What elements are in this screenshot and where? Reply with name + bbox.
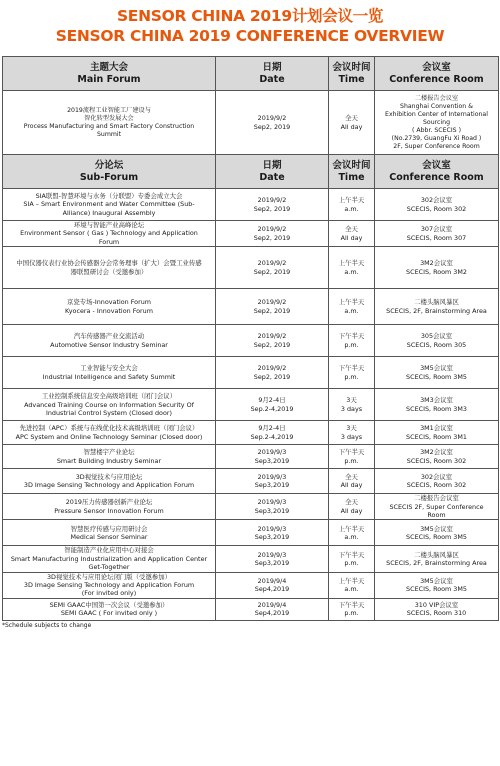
time-cell xyxy=(329,421,375,445)
time-cell-line: All day xyxy=(340,506,363,515)
forum-cell-line: APC System and Online Technology Seminar (Closed door) xyxy=(15,432,203,441)
time-cell-line: 全天 xyxy=(345,472,358,481)
room-cell-line: ( Abbr. SCECIS ) xyxy=(412,126,461,134)
header-cell xyxy=(375,57,499,91)
forum-cell-line: SIA联盟-智慧环境与水务（分联盟）专委会成立大会 xyxy=(35,191,183,200)
room-cell-line: 2F, Super Conference Room xyxy=(393,142,480,150)
time-cell xyxy=(329,389,375,421)
date-cell xyxy=(216,325,329,357)
room-cell-line: Exhibition Center of International xyxy=(385,110,488,118)
forum-cell-line: 汽车传感器产业交流活动 xyxy=(73,332,145,341)
date-cell-line: 2019/9/2 xyxy=(257,196,287,205)
time-cell-line: All day xyxy=(340,233,363,242)
date-cell-line: 2019/9/2 xyxy=(257,259,287,268)
date-cell xyxy=(216,289,329,325)
room-cell-line: 3M1会议室 xyxy=(420,424,453,433)
time-cell xyxy=(329,445,375,469)
table-row xyxy=(3,247,499,289)
header-label: 分论坛 xyxy=(94,159,124,171)
room-cell-line: 302会议室 xyxy=(420,196,453,205)
room-cell-line: 3M3会议室 xyxy=(420,396,453,405)
header-label: 日期 xyxy=(262,61,282,73)
forum-cell xyxy=(3,189,216,221)
date-cell-line: Sep3,2019 xyxy=(254,481,290,490)
forum-cell-line: 器联盟研讨会（受邀参加） xyxy=(70,267,148,276)
date-cell-line: Sep2, 2019 xyxy=(253,204,291,213)
room-cell-line: Sourcing xyxy=(422,118,450,126)
forum-cell-line: 3D视觉技术与应用论坛闭门版（受邀参加） xyxy=(46,572,172,581)
header-label: Conference Room xyxy=(389,73,484,85)
header-cell xyxy=(3,57,216,91)
forum-cell-line: Alliance) Inaugural Assembly xyxy=(62,208,156,217)
room-cell xyxy=(375,572,499,598)
room-cell xyxy=(375,325,499,357)
forum-cell-line: 3D Image Sensing Technology and Application Forum xyxy=(23,481,195,490)
date-cell-line: Sep2, 2019 xyxy=(253,340,291,349)
forum-cell-line: 智慧医疗传感与应用研讨会 xyxy=(70,524,148,533)
date-cell-line: Sep.2-4,2019 xyxy=(250,404,294,413)
table-row xyxy=(3,289,499,325)
forum-cell-line: Automotive Sensor Industry Seminar xyxy=(50,340,168,349)
time-cell-line: 下午半天 xyxy=(338,332,365,341)
header-label: 会议室 xyxy=(422,61,451,73)
date-cell xyxy=(216,421,329,445)
forum-cell-line: SEMI GAAC中国第一次会议（受邀参加） xyxy=(49,600,169,609)
table-row xyxy=(3,546,499,572)
date-cell xyxy=(216,494,329,520)
room-cell-line: 307会议室 xyxy=(420,225,453,234)
time-cell-line: 3 days xyxy=(340,404,363,413)
room-cell-line: 二楼头脑风暴区 xyxy=(414,550,459,559)
room-cell-line: 305会议室 xyxy=(420,332,453,341)
room-cell xyxy=(375,221,499,247)
header-label: Sub-Forum xyxy=(79,171,139,183)
time-cell-line: p.m. xyxy=(344,340,359,349)
conference-table xyxy=(2,56,499,621)
forum-cell-line: Smart Manufacturing Industrialization and Application Center xyxy=(10,554,208,563)
room-cell-line: SCECIS, Room 310 xyxy=(406,609,467,618)
date-cell-line: 2019/9/2 xyxy=(257,225,287,234)
forum-cell-line: 环境与智能产业高峰论坛 xyxy=(73,221,145,229)
forum-cell-line: Forum xyxy=(98,237,120,246)
time-cell-line: 3 days xyxy=(340,432,363,441)
header-cell xyxy=(216,57,329,91)
table-row xyxy=(3,520,499,546)
header-label: 会议时间 xyxy=(332,159,371,171)
room-cell-line: 3M2会议室 xyxy=(420,448,453,457)
date-cell xyxy=(216,598,329,620)
time-cell-line: a.m. xyxy=(344,585,359,594)
forum-cell-line: 工业智能与安全大会 xyxy=(80,364,138,373)
forum-cell-line: Summit xyxy=(96,130,122,138)
forum-cell xyxy=(3,520,216,546)
date-cell-line: Sep3,2019 xyxy=(254,506,290,515)
forum-cell-line: Environment Sensor ( Gas ) Technology and Application xyxy=(20,229,198,238)
room-cell-line: 302会议室 xyxy=(420,472,453,481)
room-cell-line: (No.2739, GuangFu Xi Road ) xyxy=(391,134,482,142)
room-cell-line: 3M5会议室 xyxy=(420,524,453,533)
forum-cell xyxy=(3,389,216,421)
page-header xyxy=(0,0,500,56)
forum-cell-line: 智慧楼宇产业论坛 xyxy=(83,448,135,457)
forum-cell-line: Pressure Sensor Innovation Forum xyxy=(54,506,164,515)
date-cell-line: 2019/9/2 xyxy=(257,332,287,341)
room-cell xyxy=(375,289,499,325)
table-row xyxy=(3,445,499,469)
time-cell xyxy=(329,572,375,598)
page-title-cn: SENSOR CHINA 2019计划会议一览 xyxy=(116,7,384,25)
time-cell-line: a.m. xyxy=(344,267,359,276)
table-row xyxy=(3,421,499,445)
time-cell-line: p.m. xyxy=(344,559,359,568)
date-cell-line: 9月2-4日 xyxy=(258,396,286,405)
room-cell-line: SCECIS, Room 3M5 xyxy=(406,372,467,381)
forum-cell xyxy=(3,598,216,620)
room-cell-line: SCECIS, 2F, Brainstorming Area xyxy=(386,559,487,568)
time-cell xyxy=(329,221,375,247)
page-title-en: SENSOR CHINA 2019 CONFERENCE OVERVIEW xyxy=(55,27,445,45)
date-cell xyxy=(216,189,329,221)
forum-cell xyxy=(3,572,216,598)
date-cell xyxy=(216,445,329,469)
time-cell-line: 全天 xyxy=(345,225,358,234)
forum-cell xyxy=(3,325,216,357)
forum-cell xyxy=(3,494,216,520)
time-cell-line: 下午半天 xyxy=(338,364,365,373)
header-label: 会议室 xyxy=(422,159,451,171)
time-cell xyxy=(329,247,375,289)
time-cell xyxy=(329,189,375,221)
time-cell xyxy=(329,357,375,389)
date-cell xyxy=(216,520,329,546)
forum-cell-line: Get-Together xyxy=(88,563,130,572)
header-label: Main Forum xyxy=(77,73,141,85)
forum-cell xyxy=(3,469,216,494)
time-cell-line: 上午半天 xyxy=(338,576,365,585)
forum-cell xyxy=(3,91,216,155)
time-cell xyxy=(329,469,375,494)
room-cell xyxy=(375,598,499,620)
time-cell-line: All day xyxy=(340,122,363,131)
time-cell-line: a.m. xyxy=(344,204,359,213)
date-cell-line: Sep3,2019 xyxy=(254,532,290,541)
forum-cell-line: SIA – Smart Environment and Water Committee (Sub- xyxy=(23,200,195,209)
forum-cell-line: 智化转型发展大会 xyxy=(84,114,134,122)
forum-cell-line: 工业控制系统信息安全高级培训班（闭门会议） xyxy=(41,392,177,401)
table-row xyxy=(3,389,499,421)
time-cell-line: 上午半天 xyxy=(338,298,365,307)
table-row xyxy=(3,494,499,520)
time-cell-line: a.m. xyxy=(344,306,359,315)
forum-cell xyxy=(3,289,216,325)
forum-cell-line: Kyocera - Innovation Forum xyxy=(65,306,153,315)
forum-cell-line: Process Manufacturing and Smart Factory Construction xyxy=(23,122,195,130)
date-cell xyxy=(216,357,329,389)
time-cell-line: 下午半天 xyxy=(338,600,365,609)
header-label: Time xyxy=(338,73,365,85)
forum-cell-line: (For invited only) xyxy=(81,589,137,598)
time-cell-line: 上午半天 xyxy=(338,196,365,205)
time-cell-line: All day xyxy=(340,481,363,490)
table-row xyxy=(3,598,499,620)
time-cell xyxy=(329,546,375,572)
forum-cell-line: Industrial Control System (Closed door) xyxy=(46,408,172,417)
room-cell xyxy=(375,445,499,469)
room-cell-line: 3M5会议室 xyxy=(420,576,453,585)
time-cell-line: 下午半天 xyxy=(338,448,365,457)
forum-cell-line: SEMI GAAC ( For invited only ) xyxy=(60,609,158,618)
date-cell xyxy=(216,469,329,494)
date-cell-line: 2019/9/3 xyxy=(257,498,287,507)
date-cell xyxy=(216,91,329,155)
time-cell-line: 下午半天 xyxy=(338,550,365,559)
room-cell-line: 二楼报告会议室 xyxy=(414,94,459,102)
forum-cell-line: 智能制造产业化应用中心对接会 xyxy=(64,546,154,555)
forum-cell-line: Industrial Intelligence and Safety Summit xyxy=(42,372,176,381)
header-label: Conference Room xyxy=(389,171,484,183)
date-cell-line: 9月2-4日 xyxy=(258,424,286,433)
date-cell xyxy=(216,546,329,572)
time-cell xyxy=(329,494,375,520)
forum-cell-line: 中国仪器仪表行业协会传感器分会常务理事（扩大）会暨工业传感 xyxy=(16,259,202,268)
forum-cell xyxy=(3,221,216,247)
room-cell-line: SCECIS, Room 302 xyxy=(406,204,467,213)
room-cell-line: SCECIS, Room 302 xyxy=(406,481,467,490)
room-cell xyxy=(375,189,499,221)
time-cell-line: a.m. xyxy=(344,532,359,541)
forum-cell-line: 2019压力传感器创新产业论坛 xyxy=(65,498,153,507)
header-label: 会议时间 xyxy=(332,61,371,73)
header-cell xyxy=(3,155,216,189)
date-cell-line: Sep2, 2019 xyxy=(253,233,291,242)
date-cell-line: 2019/9/2 xyxy=(257,114,287,123)
header-label: Date xyxy=(259,73,285,85)
date-cell-line: 2019/9/3 xyxy=(257,448,287,457)
room-cell xyxy=(375,421,499,445)
forum-cell-line: 京瓷专场-Innovation Forum xyxy=(67,298,151,307)
forum-cell xyxy=(3,247,216,289)
table-row xyxy=(3,221,499,247)
table-row xyxy=(3,189,499,221)
table-row xyxy=(3,469,499,494)
forum-cell-line: 3D Image Sensing Technology and Application Forum xyxy=(23,581,195,590)
table-row xyxy=(3,572,499,598)
time-cell-line: 全天 xyxy=(345,114,358,123)
table-row xyxy=(3,325,499,357)
time-cell-line: 全天 xyxy=(345,498,358,507)
room-cell xyxy=(375,546,499,572)
room-cell-line: SCECIS, Room 3M5 xyxy=(406,532,467,541)
date-cell-line: 2019/9/2 xyxy=(257,298,287,307)
room-cell-line: SCECIS, 2F, Brainstorming Area xyxy=(386,306,487,315)
room-cell xyxy=(375,357,499,389)
room-cell-line: SCECIS, Room 3M2 xyxy=(406,267,467,276)
room-cell-line: Shanghai Convention & xyxy=(400,102,473,110)
forum-cell xyxy=(3,546,216,572)
date-cell-line: Sep3,2019 xyxy=(254,456,290,465)
time-cell xyxy=(329,289,375,325)
header-cell xyxy=(329,155,375,189)
date-cell-line: Sep2, 2019 xyxy=(253,306,291,315)
date-cell-line: Sep3,2019 xyxy=(254,559,290,568)
date-cell xyxy=(216,572,329,598)
header-cell xyxy=(375,155,499,189)
date-cell-line: 2019/9/4 xyxy=(257,576,287,585)
table-row xyxy=(3,91,499,155)
room-cell xyxy=(375,494,499,520)
footnote: *Schedule subjects to change xyxy=(2,621,92,629)
room-cell-line: SCECIS, Room 305 xyxy=(406,340,467,349)
date-cell-line: Sep.2-4,2019 xyxy=(250,432,294,441)
room-cell-line: 3M2会议室 xyxy=(420,259,453,268)
forum-cell xyxy=(3,445,216,469)
forum-cell-line: 先进控制（APC）系统与在线优化技术高级培训班（闭门会议） xyxy=(19,424,199,433)
room-cell-line: SCECIS, Room 3M1 xyxy=(406,432,467,441)
room-cell-line: 310 VIP会议室 xyxy=(414,600,459,609)
date-cell-line: Sep4,2019 xyxy=(254,585,290,594)
room-cell xyxy=(375,469,499,494)
room-cell xyxy=(375,520,499,546)
room-cell-line: 二楼报告会议室 xyxy=(414,494,459,503)
forum-cell xyxy=(3,421,216,445)
date-cell-line: 2019/9/4 xyxy=(257,600,287,609)
header-label: Time xyxy=(338,171,365,183)
table-row xyxy=(3,357,499,389)
header-cell xyxy=(329,57,375,91)
room-cell-line: Room xyxy=(427,511,446,520)
main-forum-header xyxy=(3,57,499,91)
forum-cell-line: Advanced Training Course on Information Security Of xyxy=(24,400,194,409)
room-cell-line: SCECIS, Room 302 xyxy=(406,456,467,465)
room-cell-line: SCECIS, Room 3M5 xyxy=(406,585,467,594)
room-cell xyxy=(375,247,499,289)
date-cell xyxy=(216,389,329,421)
time-cell-line: 3天 xyxy=(346,396,357,405)
date-cell xyxy=(216,247,329,289)
date-cell-line: Sep2, 2019 xyxy=(253,122,291,131)
time-cell xyxy=(329,325,375,357)
date-cell-line: Sep2, 2019 xyxy=(253,372,291,381)
sub-forum-header xyxy=(3,155,499,189)
room-cell-line: 3M5会议室 xyxy=(420,364,453,373)
room-cell-line: SCECIS 2F, Super Conference xyxy=(389,502,484,511)
date-cell-line: Sep4,2019 xyxy=(254,609,290,618)
header-cell xyxy=(216,155,329,189)
date-cell-line: Sep2, 2019 xyxy=(253,267,291,276)
room-cell xyxy=(375,91,499,155)
time-cell xyxy=(329,91,375,155)
time-cell-line: p.m. xyxy=(344,372,359,381)
forum-cell xyxy=(3,357,216,389)
date-cell-line: 2019/9/3 xyxy=(257,550,287,559)
forum-cell-line: 3D视觉技术与应用论坛 xyxy=(75,472,143,481)
time-cell xyxy=(329,520,375,546)
forum-cell-line: Smart Building Industry Seminar xyxy=(56,456,162,465)
room-cell-line: SCECIS, Room 3M3 xyxy=(406,404,467,413)
forum-cell-line: 2019流程工业智能工厂建设与 xyxy=(67,106,151,114)
date-cell-line: 2019/9/3 xyxy=(257,472,287,481)
room-cell xyxy=(375,389,499,421)
room-cell-line: SCECIS, Room 307 xyxy=(406,233,467,242)
header-label: 主题大会 xyxy=(89,61,128,73)
forum-cell-line: Medical Sensor Seminar xyxy=(70,532,148,541)
header-label: 日期 xyxy=(262,159,282,171)
time-cell-line: 3天 xyxy=(346,424,357,433)
time-cell-line: 上午半天 xyxy=(338,524,365,533)
room-cell-line: 二楼头脑风暴区 xyxy=(414,298,459,307)
header-label: Date xyxy=(259,171,285,183)
time-cell-line: 上午半天 xyxy=(338,259,365,268)
date-cell-line: 2019/9/2 xyxy=(257,364,287,373)
time-cell-line: p.m. xyxy=(344,456,359,465)
date-cell-line: 2019/9/3 xyxy=(257,524,287,533)
time-cell-line: p.m. xyxy=(344,609,359,618)
time-cell xyxy=(329,598,375,620)
date-cell xyxy=(216,221,329,247)
